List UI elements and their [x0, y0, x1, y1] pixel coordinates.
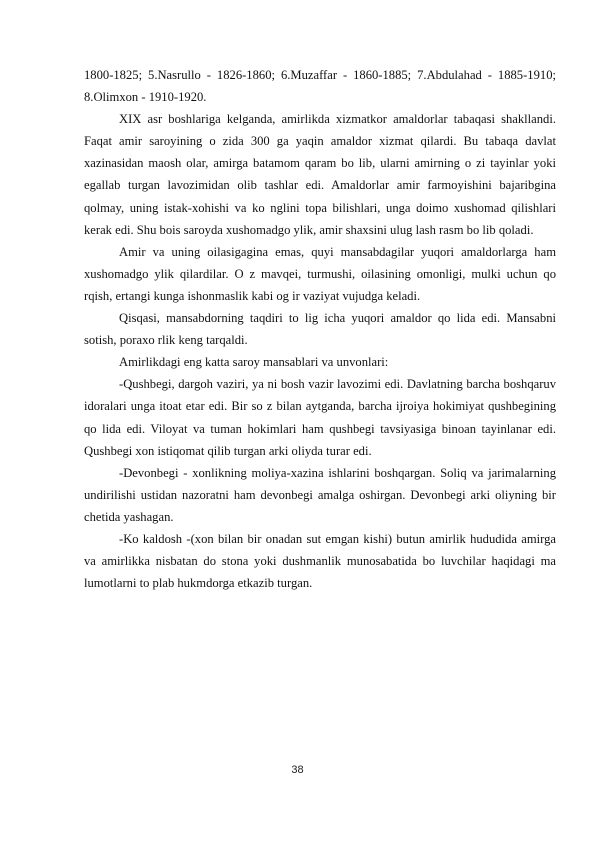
page-number: 38	[291, 764, 304, 776]
paragraph-titles-heading: Amirlikdagi eng katta saroy mansablari va unvonlari:	[119, 355, 389, 370]
paragraph-kokaldosh: -Ko kaldosh -(xon bilan bir onadan sut emgan kishi) butun amirlik hududida amirga va amirlikka nisbatan do stona yoki dushmanlik munosabatida bo luvchilar haqidagi ma lumotlarni to plab hukmdorga etkazib turgan.	[84, 531, 556, 591]
paragraph-officials-class: XIX asr boshlariga kelganda, amirlikda xizmatkor amaldorlar tabaqasi shakllandi. Faqat amir saroyining o zida 300 ga yaqin amaldor xizmat qilardi. Bu tabaqa davlat xazinasidan maosh olar, amirga batamom qaram bo lib, ularni amirning o zi tayinlar yoki egallab turgan lavozimidan olib tashlar edi. Amaldorlar amir farmoyishini bajaribgina qolmay, uning istak-xohishi va ko nglini topa bilishlari, unga doimo xushomad qilishlari kerak edi. Shu bois saroyda xushomadgo ylik, amir shaxsini ulug lash rasm bo lib qoladi.	[84, 112, 556, 237]
document-page	[84, 64, 556, 594]
paragraph-qushbegi: -Qushbegi, dargoh vaziri, ya ni bosh vazir lavozimi edi. Davlatning barcha boshqaruv idoralari unga itoat etar edi. Bir so z bilan aytganda, barcha ijroiya hokimiyat qushbegining qo lida edi. Viloyat va tuman hokimlari ham qushbegi tavsiyasiga binoan tayinlanar edi. Qushbegi xon istiqomat qilib turgan arki oliyda turar edi.	[84, 377, 556, 458]
paragraph-flattery: Amir va uning oilasigagina emas, quyi mansabdagilar yuqori amaldorlarga ham xushomadgo ylik qilardilar. O z mavqei, turmushi, oilasining omonligi, mulki uchun qo rqish, ertangi kunga ishonmaslik kabi og ir vaziyat vujudga keladi.	[84, 244, 556, 303]
paragraph-rulers-list: 1800-1825; 5.Nasrullo - 1826-1860; 6.Muzaffar - 1860-1885; 7.Abdulahad - 1885-1910; 8.Olimxon - 1910-1920.	[84, 68, 556, 105]
paragraph-devonbegi: -Devonbegi - xonlikning moliya-xazina ishlarini boshqargan. Soliq va jarimalarning undirilishi ustidan nazoratni ham devonbegi amalga oshirgan. Devonbegi arki oliyning bir chetida yashagan.	[84, 465, 556, 524]
paragraph-bribery: Qisqasi, mansabdorning taqdiri to lig icha yuqori amaldor qo lida edi. Mansabni sotish, poraxo rlik keng tarqaldi.	[84, 311, 556, 348]
